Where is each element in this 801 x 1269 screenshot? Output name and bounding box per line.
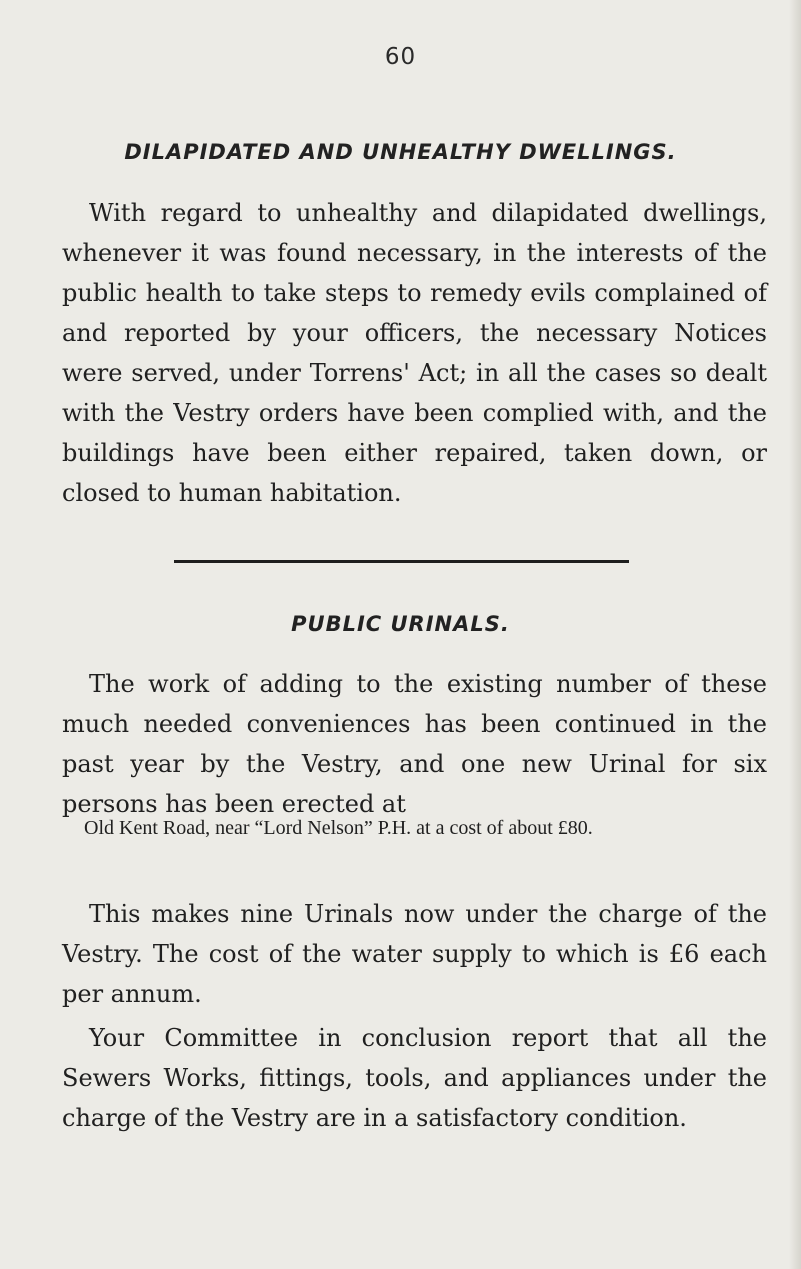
heading-public-urinals: PUBLIC URINALS.: [291, 612, 510, 636]
address-line: Old Kent Road, near “Lord Nelson” P.H. at a cost of about £80.: [84, 817, 593, 839]
section-divider: [174, 560, 629, 563]
paragraph-urinals-count: This makes nine Urinals now under the charge of the Vestry. The cost of the water supply to which is £6 each per annum.: [62, 900, 767, 1008]
heading-dilapidated-dwellings: DILAPIDATED AND UNHEALTHY DWELLINGS.: [124, 140, 677, 164]
paragraph-urinals-intro: The work of adding to the existing number of these much needed conveniences has been continued in the past year by the Vestry, and one new Urinal for six persons has been erected at: [62, 670, 767, 818]
paragraph-dwellings: With regard to unhealthy and dilapidated dwellings, whenever it was found necessary, in the interests of the public health to take steps to remedy evils complained of and reported by your officers, the necessary Notices were served, under Torrens' Act; in all the cases so dealt with the Vestry orders have been complied with, and the buildings have been either repaired, taken down, or closed to human habitation.: [62, 199, 767, 507]
page-number: 60: [384, 44, 417, 70]
paragraph-conclusion: Your Committee in conclusion report that all the Sewers Works, fittings, tools, and appliances under the charge of the Vestry are in a satisfactory condition.: [62, 1024, 767, 1132]
